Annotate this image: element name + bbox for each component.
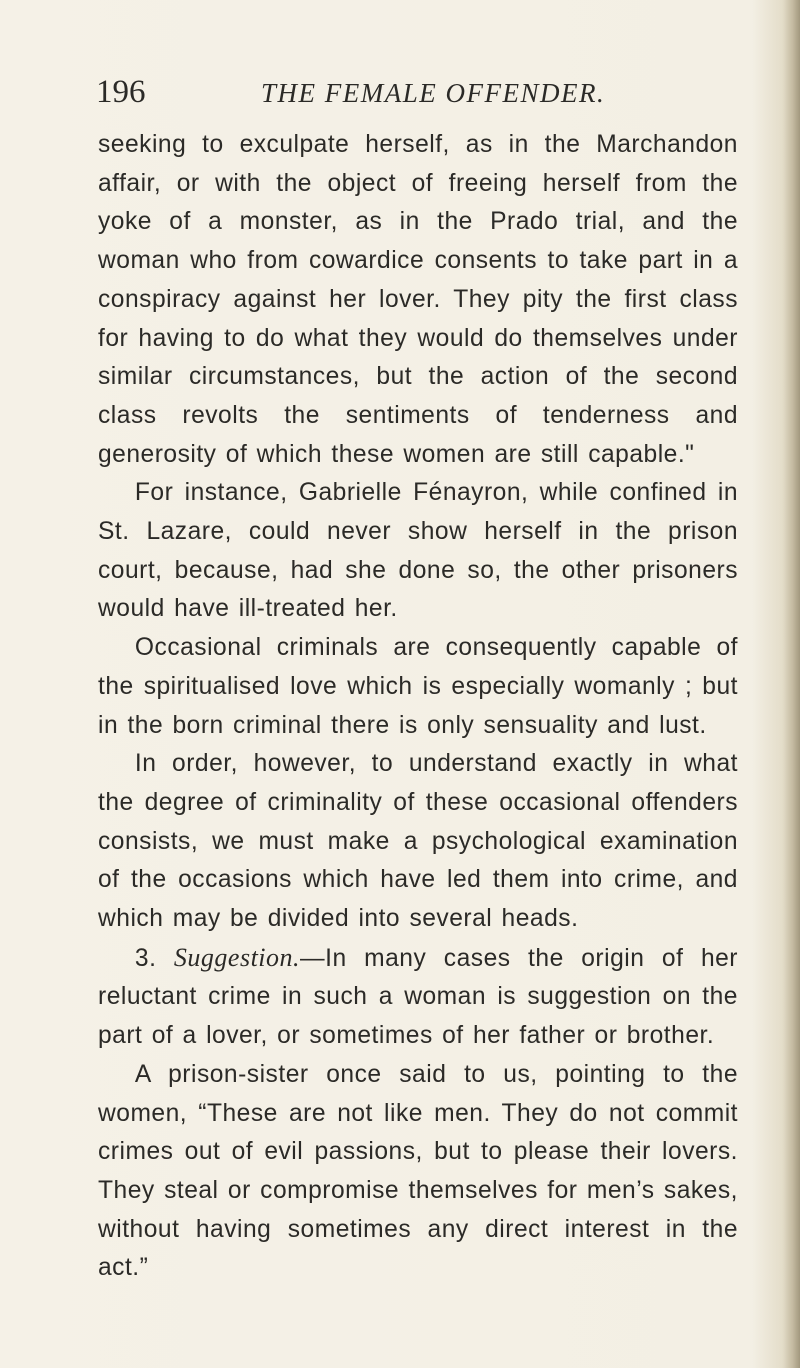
body-text bbox=[98, 126, 738, 1288]
running-header bbox=[96, 70, 732, 114]
section-heading-suggestion: Suggestion. bbox=[173, 942, 301, 972]
paragraph-suggestion bbox=[98, 939, 738, 1056]
paragraph-continuation: seeking to exculpate herself, as in the Marchandon affair, or with the object of freeing herself from the yoke of a monster, as in the Prado trial, and the woman who from cowardice consents to take part in a conspiracy against her lover. They pity the first class for having to do what they would do themselves under similar circumstances, but the action of the second class revolts the sentiments of tenderness and generosity of which these women are still capable." bbox=[98, 131, 738, 468]
paragraph-fenayron: For instance, Gabrielle Fénayron, while confined in St. Lazare, could never show herself in the prison court, because, had she done so, the other prisoners would have ill-treated her. bbox=[98, 479, 738, 623]
page-number: 196 bbox=[96, 74, 146, 110]
page-edge-shadow bbox=[782, 0, 800, 1368]
paragraph-prison-sister: A prison-sister once said to us, pointing to the women, “These are not like men. They do not commit crimes out of evil passions, but to please their lovers. They steal or compromise themselves for men’s sakes, without having sometimes any direct interest in the act.” bbox=[98, 1060, 738, 1282]
section-number: 3. bbox=[134, 944, 157, 972]
suggestion-text: —In many cases the origin of her reluctant crime in such a woman is suggestion on the part of a lover, or sometimes of her father or brother. bbox=[98, 944, 738, 1050]
paragraph-criminality-occasions: In order, however, to understand exactly in what the degree of criminality of these occasional offenders consists, we must make a psychological examination of the occasions which have led them into crime, and which may be divided into several heads. bbox=[98, 750, 738, 933]
paragraph-occasional-criminals: Occasional criminals are consequently capable of the spiritualised love which is especially womanly ; but in the born criminal there is only sensuality and lust. bbox=[98, 634, 738, 739]
running-title: THE FEMALE OFFENDER. bbox=[261, 78, 606, 108]
